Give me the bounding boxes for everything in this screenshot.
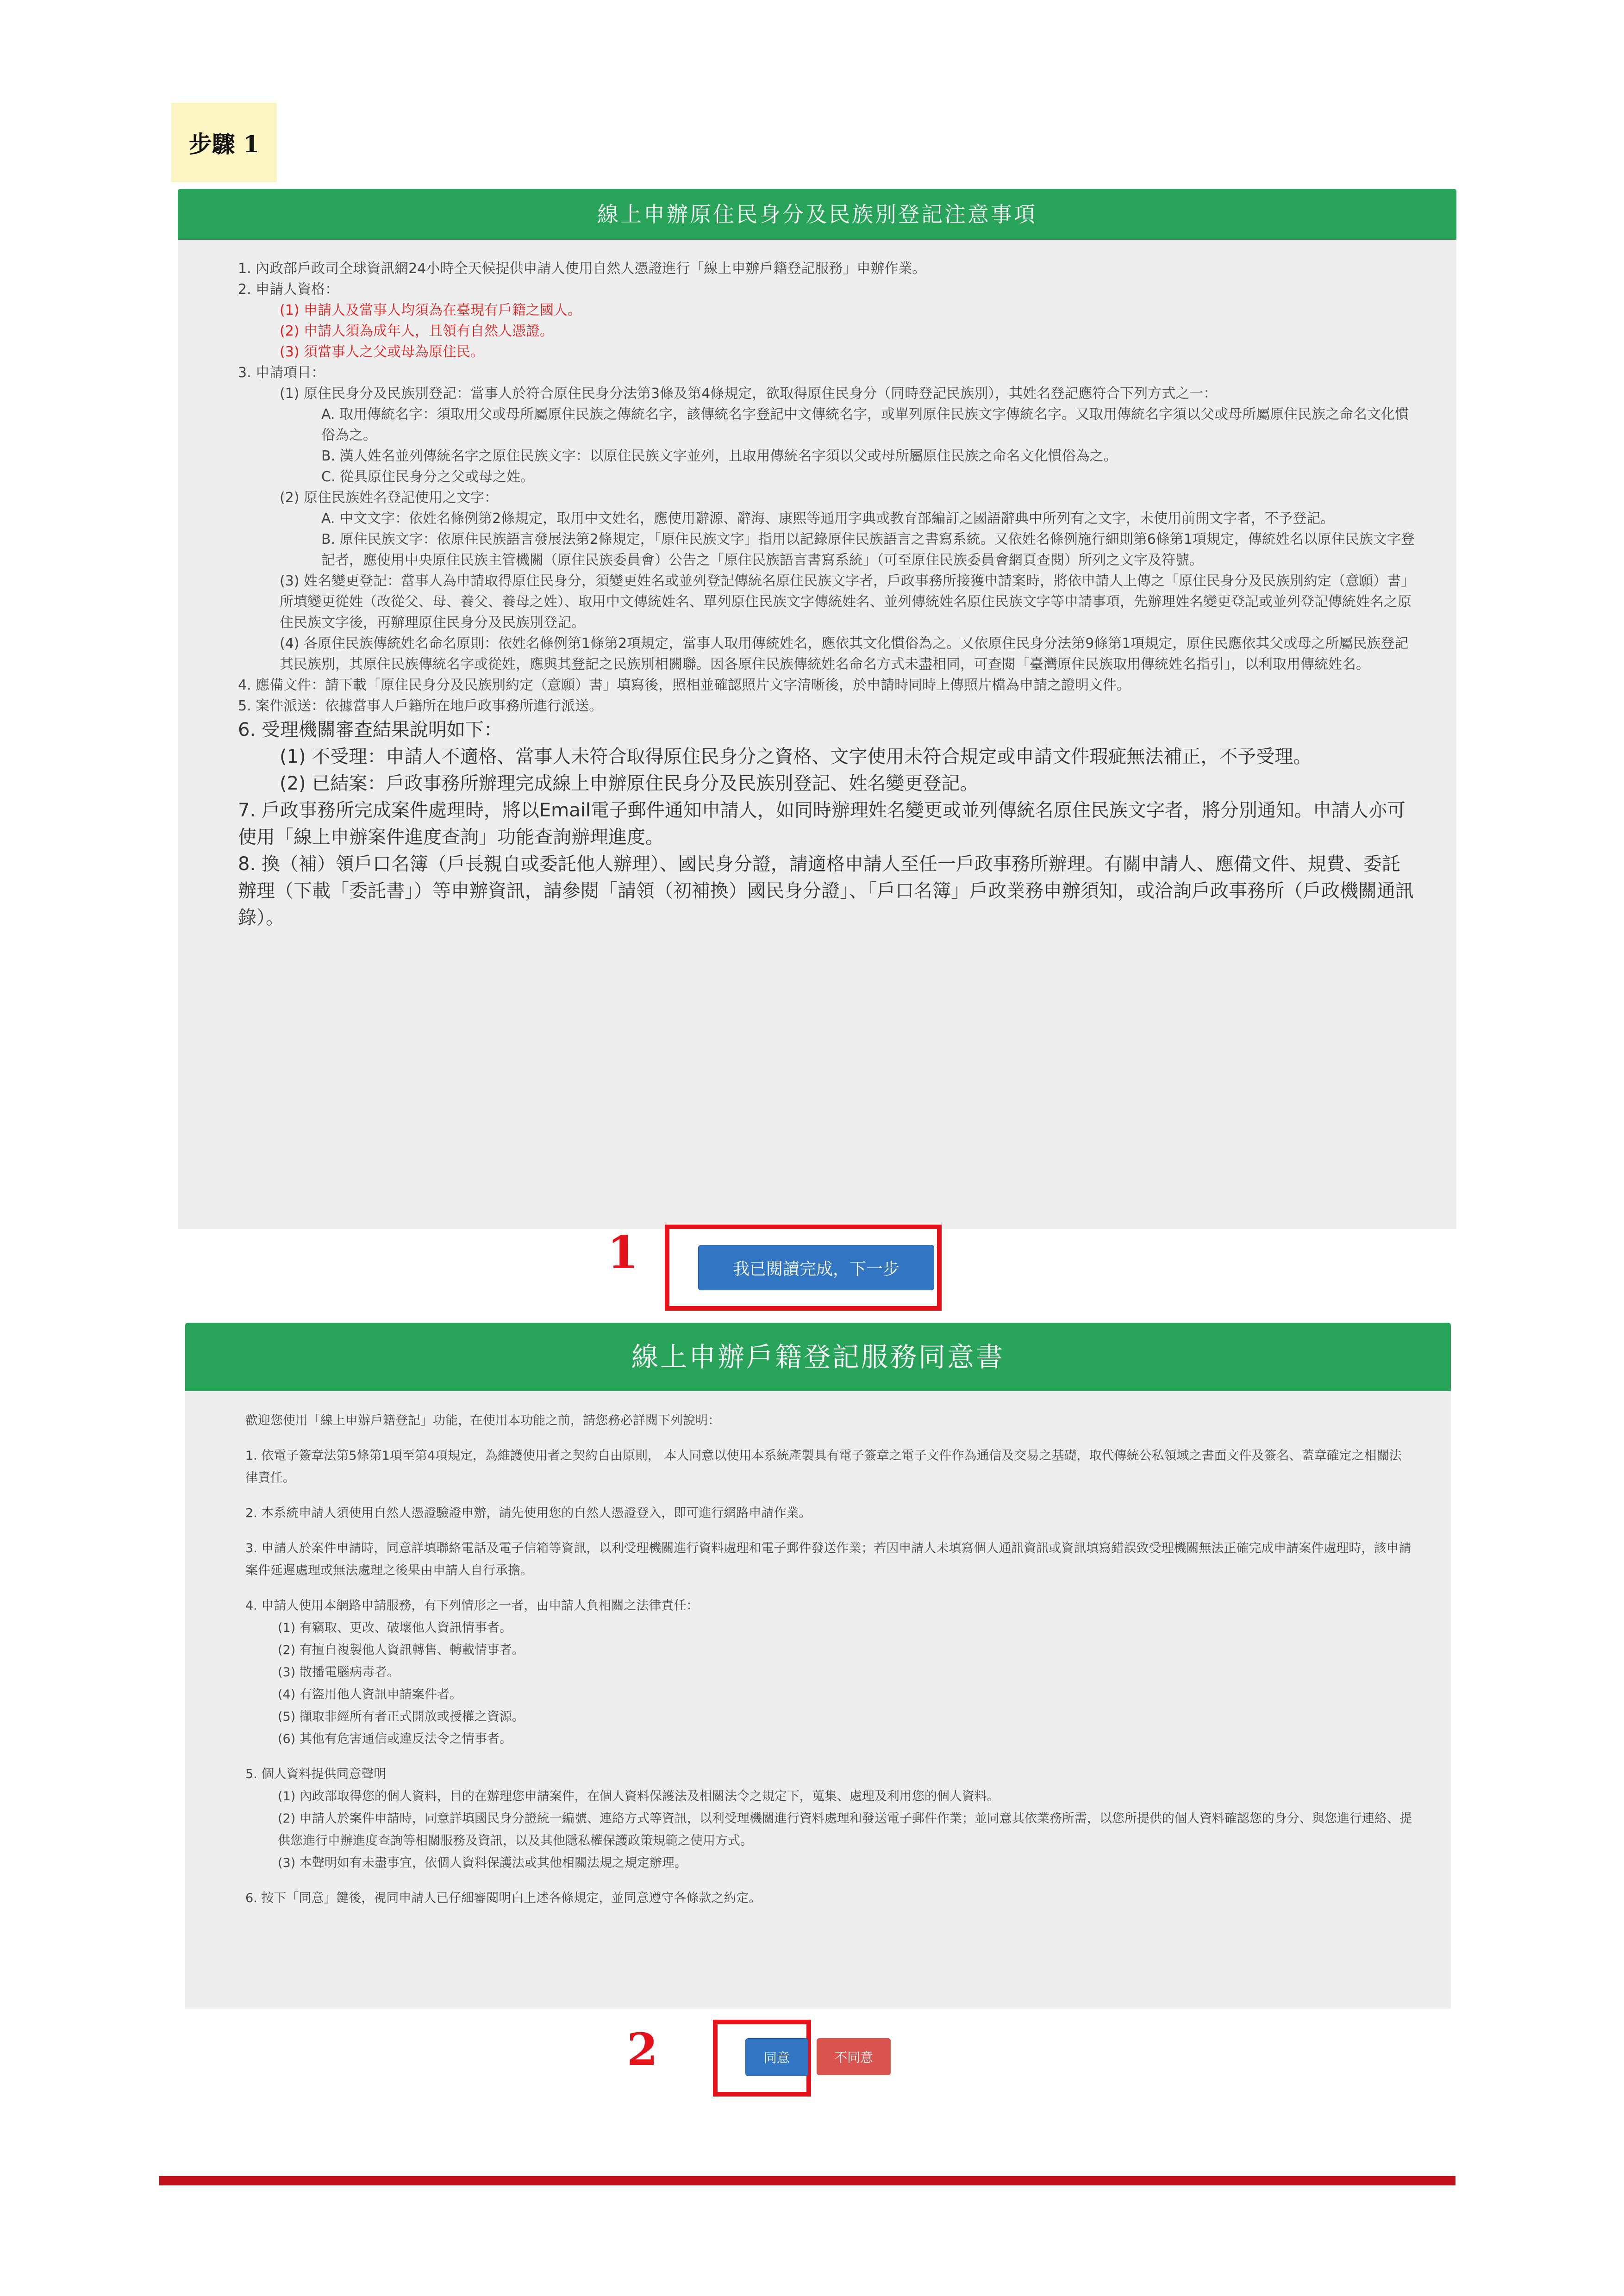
list-item: 1. 內政部戶政司全球資訊網24小時全天候提供申請人使用自然人憑證進行「線上申辦戶籍登記服務」申辦作業。	[238, 261, 926, 277]
list-item: 3. 申請人於案件申請時，同意詳填聯絡電話及電子信箱等資訊，以利受理機關進行資料處理和電子郵件發送作業；若因申請人未填寫個人通訊資訊或資訊填寫錯誤致受理機關無法正確完成申請案件處理時，該申請案件延遲處理或無法處理之後果由申請人自行承擔。	[245, 1541, 1412, 1578]
list-item: (1) 有竊取、更改、破壞他人資訊情事者。	[278, 1621, 512, 1635]
list-item: (3) 本聲明如有未盡事宜，依個人資料保護法或其他相關法規之規定辦理。	[278, 1856, 687, 1870]
step-marker-2: 2	[627, 2023, 658, 2076]
list-item: (4) 有盜用他人資訊申請案件者。	[278, 1687, 462, 1702]
list-item: (2) 申請人須為成年人，且領有自然人憑證。	[280, 323, 554, 339]
list-item: 1. 依電子簽章法第5條第1項至第4項規定，為維護使用者之契約自由原則， 本人同意以使用本系統產製具有電子簽章之電子文件作為通信及交易之基礎，取代傳統公私領域之書面文件及簽名、蓋章確定之相關法律責任。	[245, 1449, 1402, 1485]
agree-button[interactable]: 同意	[745, 2038, 808, 2076]
list-item: B. 漢人姓名並列傳統名字之原住民族文字：以原住民族文字並列，且取用傳統名字須以父或母所屬原住民族之命名文化慣俗為之。	[321, 448, 1118, 464]
spacer	[245, 1524, 1414, 1537]
notice-title: 線上申辦原住民身分及民族別登記注意事項	[178, 189, 1456, 240]
spacer	[245, 1489, 1414, 1502]
list-item: 2. 申請人資格：	[238, 281, 339, 298]
spacer	[245, 1582, 1414, 1595]
list-item: 8. 換（補）領戶口名簿（戶長親自或委託他人辦理）、國民身分證，請適格申請人至任一戶政事務所辦理。有關申請人、應備文件、規費、委託辦理（下載「委託書」）等申辦資訊，請參閱「請領（初補換）國民身分證」、「戶口名簿」戶政業務申辦須知，或洽詢戶政事務所（戶政機關通訊錄）。	[238, 853, 1414, 928]
list-item: (1) 申請人及當事人均須為在臺現有戶籍之國人。	[280, 302, 582, 318]
step-label: 步驟 1	[171, 103, 277, 182]
list-item: (1) 原住民身分及民族別登記：當事人於符合原住民身分法第3條及第4條規定，欲取得原住民身分（同時登記民族別），其姓名登記應符合下列方式之一：	[280, 386, 1218, 402]
list-item: A. 取用傳統名字：須取用父或母所屬原住民族之傳統名字，該傳統名字登記中文傳統名字，或單列原住民族文字傳統名字。又取用傳統名字須以父或母所屬原住民族之命名文化慣俗為之。	[321, 406, 1409, 443]
notice-panel	[178, 189, 1456, 1229]
list-item: 6. 受理機關審查結果說明如下：	[238, 719, 502, 740]
footer-divider	[159, 2176, 1455, 2185]
list-item: 4. 申請人使用本網路申請服務，有下列情形之一者，由申請人負相關之法律責任：	[245, 1599, 699, 1613]
read-complete-next-button[interactable]: 我已閱讀完成，下一步	[698, 1245, 934, 1290]
list-item: (6) 其他有危害通信或違反法令之情事者。	[278, 1732, 512, 1746]
list-item: (4) 各原住民族傳統姓名命名原則：依姓名條例第1條第2項規定，當事人取用傳統姓名，應依其文化慣俗為之。又依原住民身分法第9條第1項規定，原住民應依其父或母之所屬民族登記其民族別，其原住民族傳統名字或從姓，應與其登記之民族別相關聯。因各原住民族傳統姓名命名方式未盡相同，可查閱「臺灣原住民族取用傳統姓名指引」，以利取用傳統姓名。	[280, 635, 1409, 672]
list-item: 5. 個人資料提供同意聲明	[245, 1767, 387, 1781]
consent-panel	[185, 1323, 1451, 2009]
list-item: 7. 戶政事務所完成案件處理時，將以Email電子郵件通知申請人，如同時辦理姓名變更或並列傳統名原住民族文字者，將分別通知。申請人亦可使用「線上申辦案件進度查詢」功能查詢辦理進度。	[238, 800, 1405, 848]
spacer	[245, 1432, 1414, 1445]
list-item: (3) 散播電腦病毒者。	[278, 1665, 400, 1680]
consent-title: 線上申辦戶籍登記服務同意書	[185, 1323, 1451, 1391]
list-item: (2) 申請人於案件申請時，同意詳填國民身分證統一編號、連絡方式等資訊，以利受理機關進行資料處理和發送電子郵件作業；並同意其依業務所需，以您所提供的個人資料確認您的身分、與您進行連絡、提供您進行申辦進度查詢等相關服務及資訊，以及其他隱私權保護政策規範之使用方式。	[278, 1811, 1412, 1848]
list-item: (2) 已結案：戶政事務所辦理完成線上申辦原住民身分及民族別登記、姓名變更登記。	[280, 773, 979, 794]
notice-body	[178, 240, 1456, 931]
list-item: A. 中文文字：依姓名條例第2條規定，取用中文姓名，應使用辭源、辭海、康熙等通用字典或教育部編訂之國語辭典中所列有之文字，未使用前開文字者，不予登記。	[321, 510, 1335, 527]
list-item: 5. 案件派送：依據當事人戶籍所在地戶政事務所進行派送。	[238, 698, 603, 714]
disagree-button[interactable]: 不同意	[817, 2038, 891, 2075]
list-item: (2) 原住民族姓名登記使用之文字：	[280, 490, 499, 506]
list-item: B. 原住民族文字：依原住民族語言發展法第2條規定，「原住民族文字」指用以記錄原住民族語言之書寫系統。又依姓名條例施行細則第6條第1項規定，傳統姓名以原住民族文字登記者，應使用中央原住民族主管機關（原住民族委員會）公告之「原住民族語言書寫系統」（可至原住民族委員會網頁查閱）所列之文字及符號。	[321, 531, 1415, 568]
list-item: (1) 不受理：申請人不適格、當事人未符合取得原住民身分之資格、文字使用未符合規定或申請文件瑕疵無法補正，不予受理。	[280, 746, 1312, 767]
list-item: (2) 有擅自複製他人資訊轉售、轉載情事者。	[278, 1643, 525, 1657]
list-item: (5) 擷取非經所有者正式開放或授權之資源。	[278, 1710, 525, 1724]
consent-body	[185, 1391, 1451, 1910]
list-item: (3) 須當事人之父或母為原住民。	[280, 344, 485, 360]
step-marker-1: 1	[607, 1226, 638, 1279]
list-item: 4. 應備文件：請下載「原住民身分及民族別約定（意願）書」填寫後，照相並確認照片文字清晰後，於申請時同時上傳照片檔為申請之證明文件。	[238, 677, 1131, 693]
list-item: 3. 申請項目：	[238, 365, 325, 381]
list-item: 歡迎您使用「線上申辦戶籍登記」功能，在使用本功能之前，請您務必詳閱下列說明：	[245, 1413, 720, 1428]
list-item: (3) 姓名變更登記：當事人為申請取得原住民身分，須變更姓名或並列登記傳統名原住民族文字者，戶政事務所接獲申請案時，將依申請人上傳之「原住民身分及民族別約定（意願）書」所填變更從姓（改從父、母、養父、養母之姓）、取用中文傳統姓名、單列原住民族文字傳統姓名、並列傳統姓名原住民族文字等申請事項，先辦理姓名變更登記或並列登記傳統姓名之原住民族文字後，再辦理原住民身分及民族別登記。	[280, 573, 1412, 631]
list-item: (1) 內政部取得您的個人資料，目的在辦理您申請案件，在個人資料保護法及相關法令之規定下，蒐集、處理及利用您的個人資料。	[278, 1789, 999, 1804]
list-item: C. 從具原住民身分之父或母之姓。	[321, 469, 535, 485]
list-item: 2. 本系統申請人須使用自然人憑證驗證申辦，請先使用您的自然人憑證登入，即可進行網路申請作業。	[245, 1506, 812, 1520]
spacer	[245, 1750, 1414, 1763]
list-item: 6. 按下「同意」鍵後，視同申請人已仔細審閱明白上述各條規定，並同意遵守各條款之約定。	[245, 1891, 762, 1905]
spacer	[245, 1874, 1414, 1887]
